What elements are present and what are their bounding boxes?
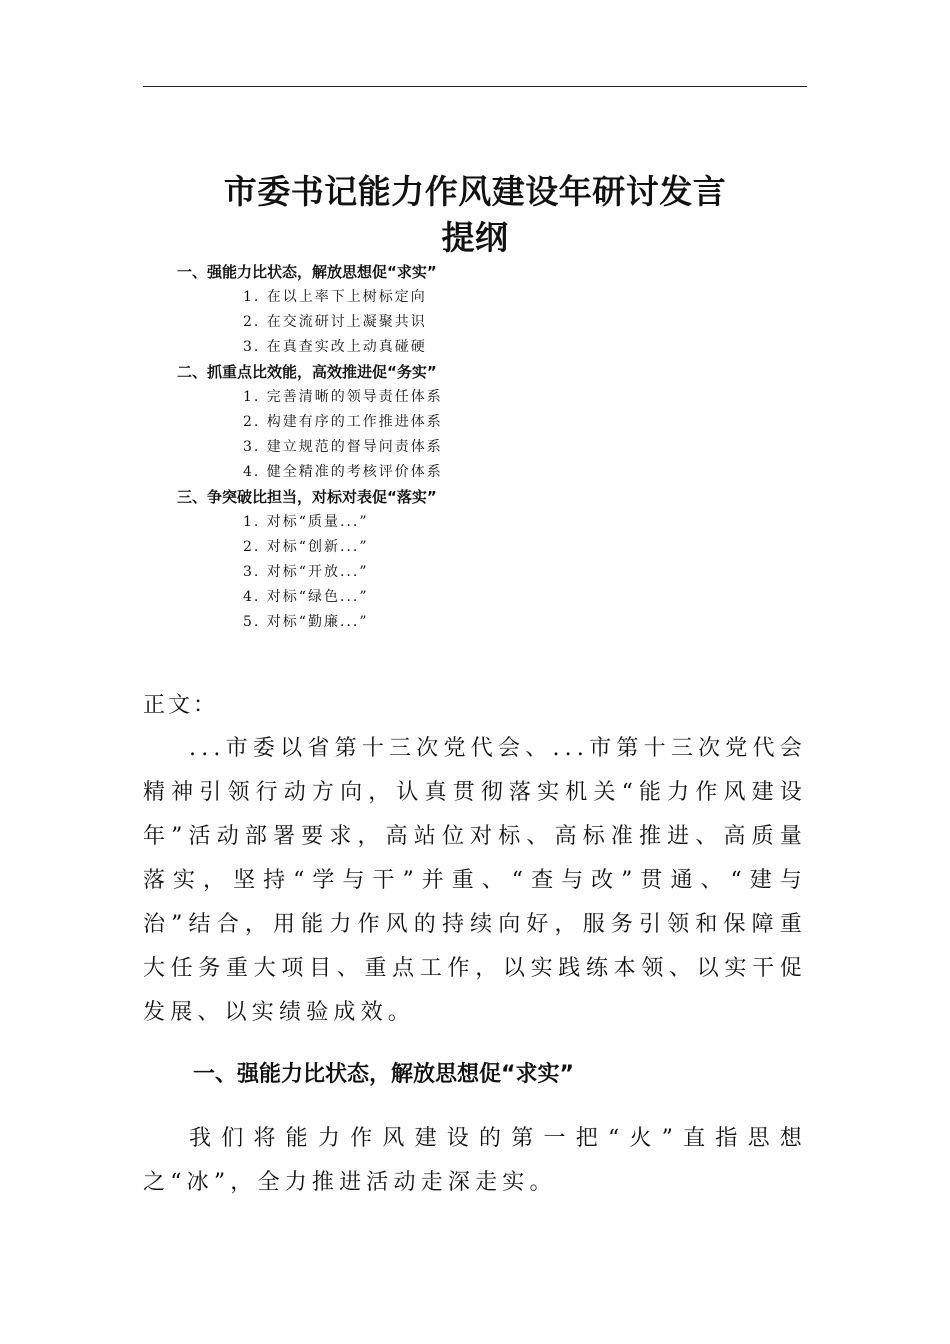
outline-item: 3. 对标“开放...” (243, 564, 369, 580)
document-title-line-1: 市委书记能力作风建设年研讨发言 (223, 172, 727, 211)
outline-item: 5. 对标“勤廉...” (243, 614, 369, 630)
section-heading: 一、强能力比状态，解放思想促“求实” (193, 1062, 574, 1087)
outline-item: 3. 在真查实改上动真碰硬 (243, 339, 427, 355)
header-rule (143, 86, 807, 87)
outline-heading-3: 三、争突破比担当，对标对表促“落实” (177, 488, 437, 506)
body-label: 正文： (143, 693, 219, 718)
outline-item: 4. 健全精准的考核评价体系 (243, 464, 443, 480)
document-title-line-2: 提纲 (441, 218, 509, 257)
outline-heading-1: 一、强能力比状态，解放思想促“求实” (177, 263, 437, 281)
outline-item: 2. 构建有序的工作推进体系 (243, 414, 443, 430)
outline-item: 4. 对标“绿色...” (243, 589, 369, 605)
body-paragraph: ...市委以省第十三次党代会、...市第十三次党代会精神引领行动方向，认真贯彻落实机关“能力作风建设年”活动部署要求，高站位对标、高标准推进、高质量落实，坚持“学与干”并重、“查与改”贯通、“建与治”结合，用能力作风的持续向好，服务引领和保障重大任务重大项目、重点工作，以实践练本领、以实干促发展、以实绩验成效。 (143, 736, 807, 1025)
outline-item: 1. 对标“质量...” (243, 514, 369, 530)
outline-item: 1. 在以上率下上树标定向 (243, 289, 427, 305)
body-paragraph: 我们将能力作风建设的第一把“火”直指思想之“冰”，全力推进活动走深走实。 (143, 1126, 807, 1195)
outline-heading-2: 二、抓重点比效能，高效推进促“务实” (177, 363, 437, 381)
outline-item: 3. 建立规范的督导问责体系 (243, 439, 443, 455)
outline-item: 2. 在交流研讨上凝聚共识 (243, 314, 427, 330)
outline-item: 2. 对标“创新...” (243, 539, 369, 555)
outline-item: 1. 完善清晰的领导责任体系 (243, 389, 443, 405)
